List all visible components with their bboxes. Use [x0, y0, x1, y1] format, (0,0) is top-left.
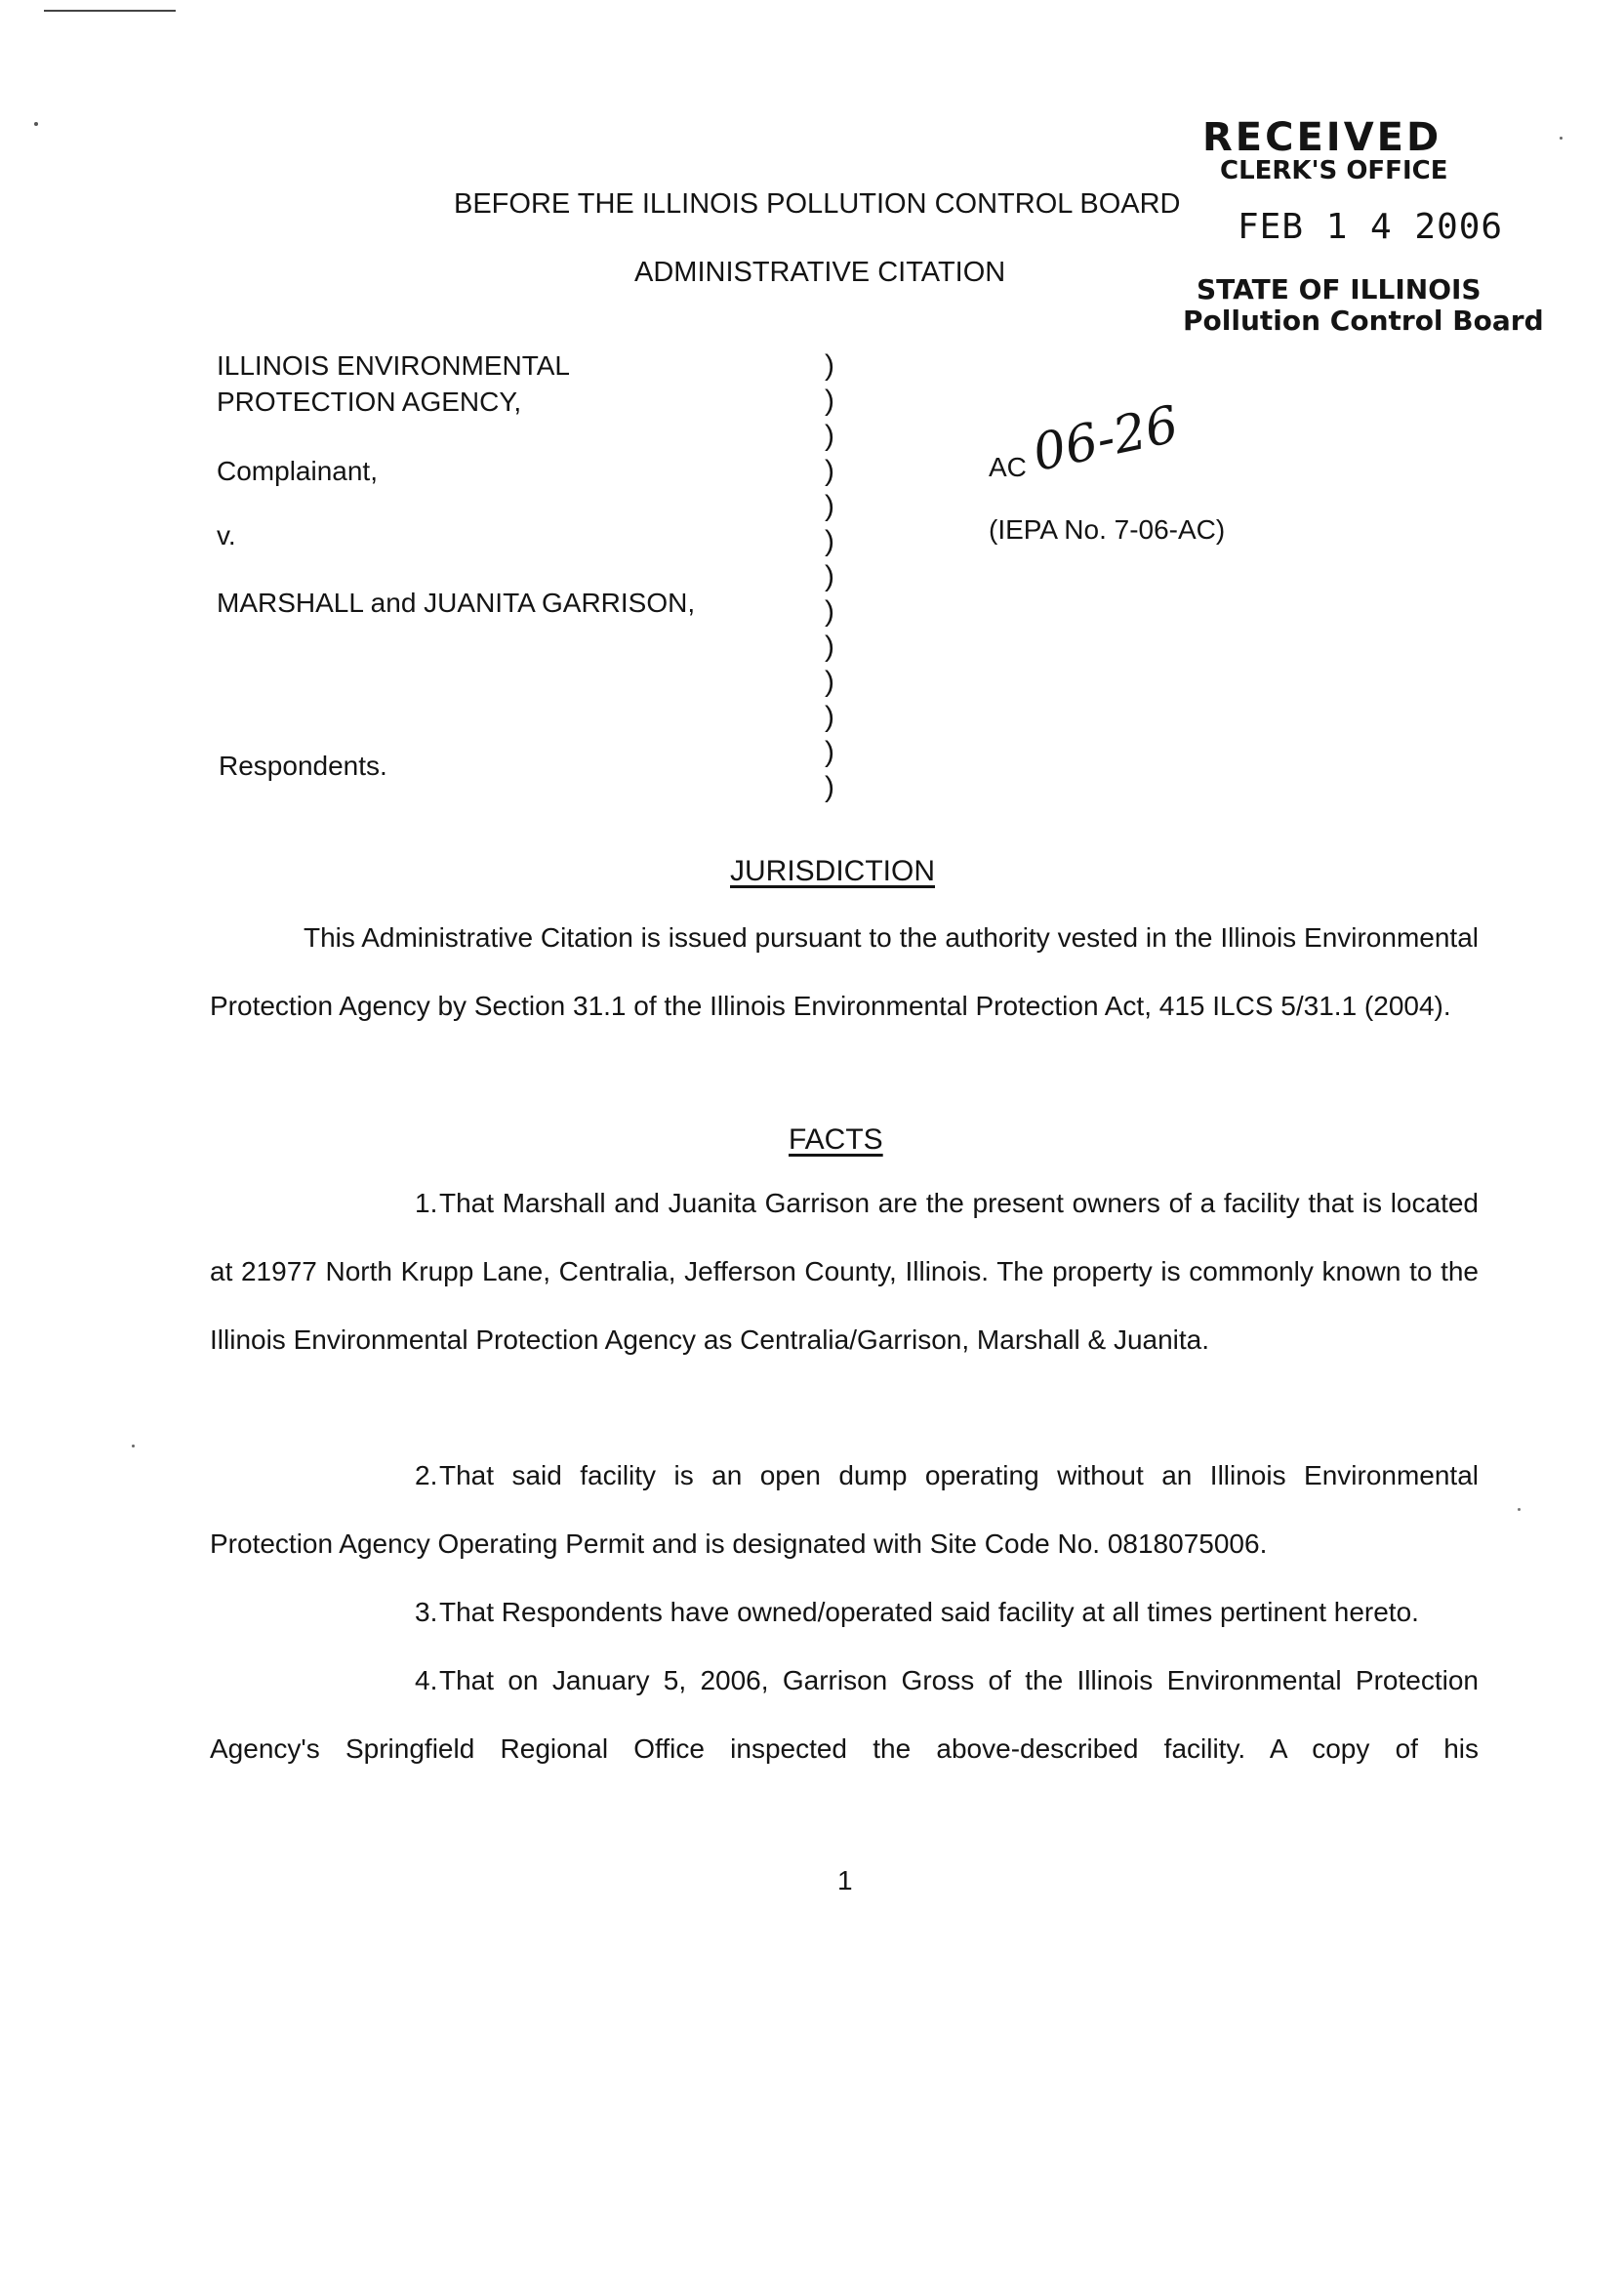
- iepa-number: (IEPA No. 7-06-AC): [989, 514, 1226, 545]
- fact-text-3: That Respondents have owned/operated said facility at all times pertinent hereto.: [439, 1597, 1419, 1627]
- scan-speck: [34, 122, 38, 126]
- caption-parens: ) ) ) ) ) ) ) ) ) ) ) ) ): [825, 349, 834, 803]
- facts-heading: FACTS: [789, 1123, 883, 1156]
- fact-number-4: 4.: [415, 1665, 438, 1695]
- fact-item-4: [210, 1647, 1479, 1783]
- header-citation: ADMINISTRATIVE CITATION: [634, 257, 1006, 288]
- jurisdiction-heading: JURISDICTION: [730, 855, 935, 887]
- stamp-clerks-office: CLERK'S OFFICE: [1220, 156, 1448, 185]
- complainant-name-line2: PROTECTION AGENCY,: [217, 387, 522, 417]
- fact-text-1: That Marshall and Juanita Garrison are the present owners of a facility that is located at 21977 North Krupp Lane, Centralia, Jefferson County, Illinois. The property is commonly known to the Illinois Environmental Protection Agency as Centralia/Garrison, Marshall & Juanita.: [210, 1188, 1479, 1355]
- respondent-role: Respondents.: [219, 751, 387, 781]
- fact-item-3: [210, 1578, 1479, 1647]
- respondent-names: MARSHALL and JUANITA GARRISON,: [217, 588, 696, 618]
- stamp-board: Pollution Control Board: [1183, 305, 1544, 337]
- fact-number-2: 2.: [415, 1460, 438, 1490]
- case-number-handwritten: 06-26: [1028, 395, 1184, 483]
- fact-item-2: [210, 1442, 1479, 1578]
- stamp-received: RECEIVED: [1202, 115, 1442, 160]
- header-board: BEFORE THE ILLINOIS POLLUTION CONTROL BOARD: [454, 188, 1181, 220]
- page-number: 1: [837, 1865, 853, 1895]
- fact-number-1: 1.: [415, 1188, 438, 1218]
- stamp-date: FEB 1 4 2006: [1238, 207, 1504, 247]
- fact-number-3: 3.: [415, 1597, 438, 1627]
- scan-speck: [132, 1445, 135, 1447]
- fact-item-1: [210, 1169, 1479, 1374]
- fact-text-4: That on January 5, 2006, Garrison Gross of the Illinois Environmental Protection Agency's Springfield Regional Office inspected the above-described facility. A copy of his: [210, 1665, 1479, 1764]
- jurisdiction-text: This Administrative Citation is issued pursuant to the authority vested in the Illinois Environmental Protection Agency by Section 31.1 of the Illinois Environmental Protection Act, 415 ILCS 5/31.1 (2004).: [210, 922, 1479, 1021]
- scan-speck: [1560, 137, 1563, 140]
- versus: v.: [217, 520, 236, 550]
- case-prefix: AC: [989, 452, 1027, 482]
- jurisdiction-paragraph: [210, 904, 1479, 1040]
- stamp-state: STATE OF ILLINOIS: [1197, 273, 1482, 306]
- complainant-name-line1: ILLINOIS ENVIRONMENTAL: [217, 350, 571, 381]
- complainant-role: Complainant,: [217, 456, 378, 486]
- scan-speck: [1518, 1508, 1521, 1511]
- scan-line: [44, 10, 176, 12]
- fact-text-2: That said facility is an open dump operating without an Illinois Environmental Protection Agency Operating Permit and is designated with Site Code No. 0818075006.: [210, 1460, 1479, 1559]
